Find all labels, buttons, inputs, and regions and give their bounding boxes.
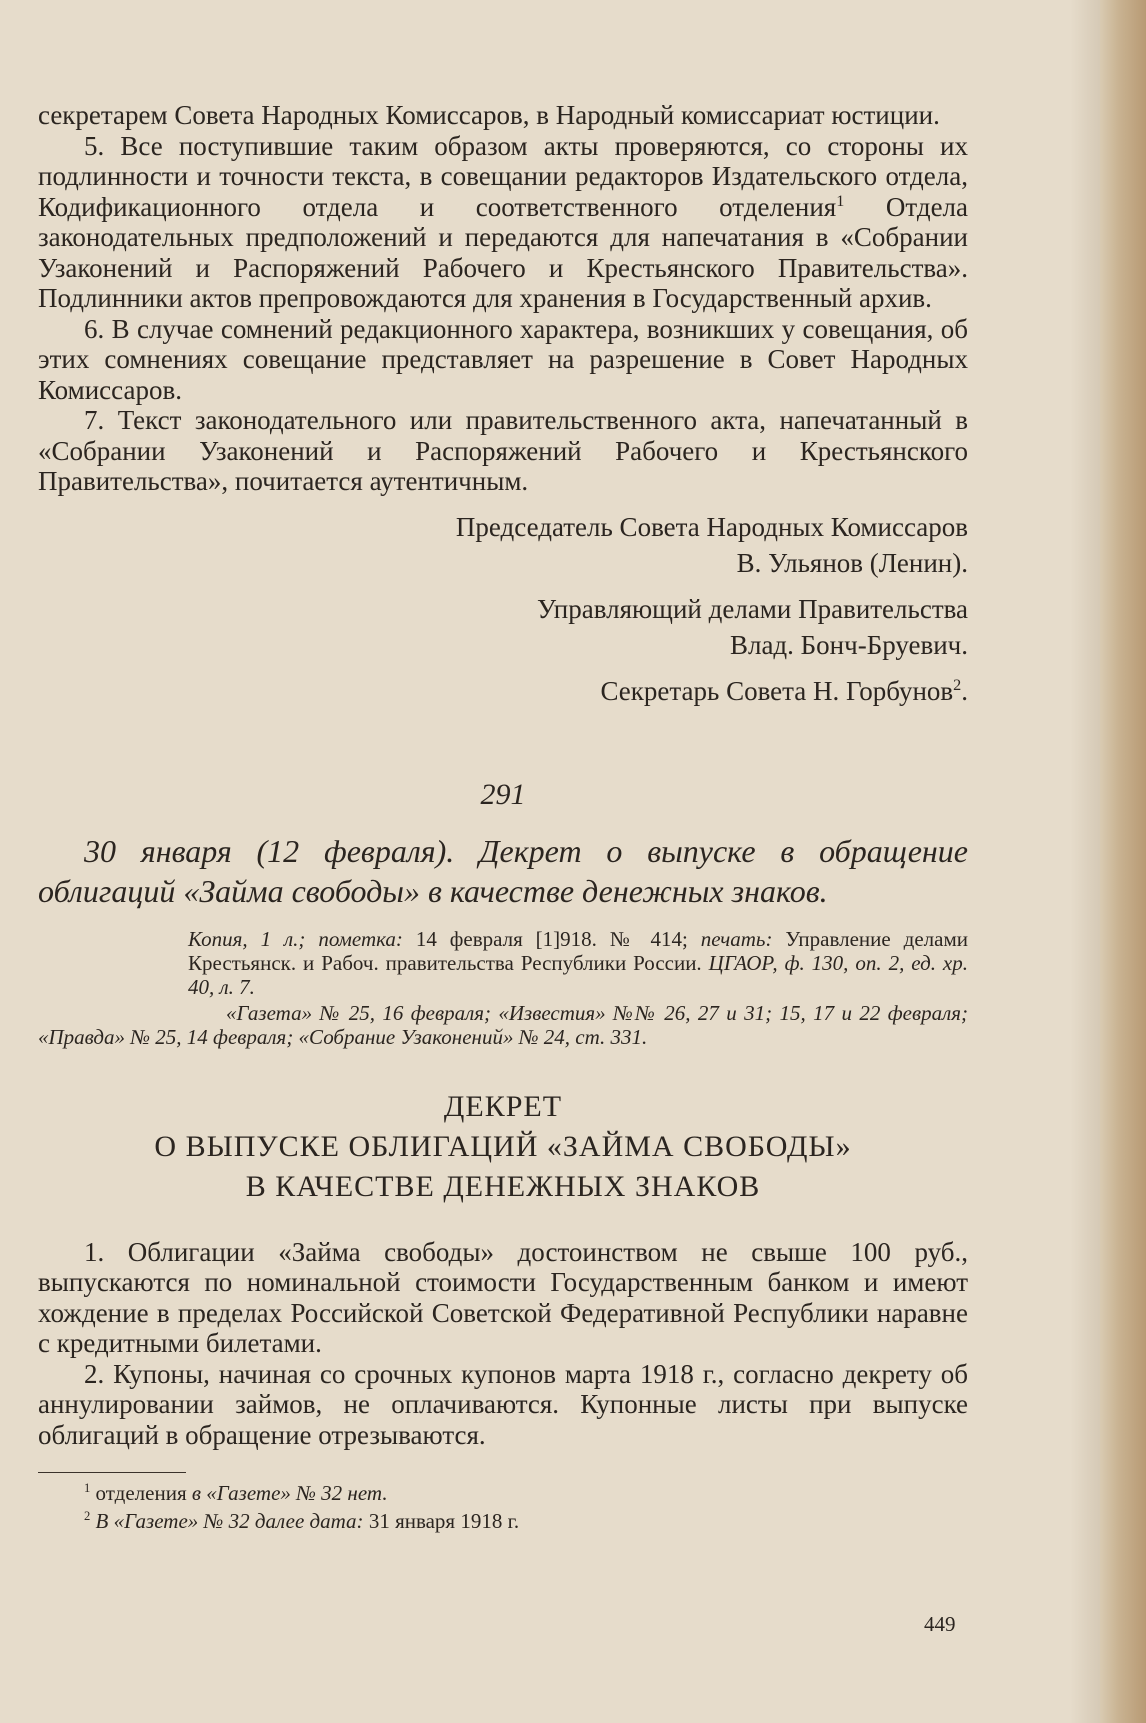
secretary-text: Секретарь Совета Н. Горбунов <box>600 675 954 706</box>
page-edge <box>1100 0 1146 1723</box>
publication-sources: «Газета» № 25, 16 февраля; «Известия» №№ 26, 27 и 31; 15, 17 и 22 февраля; «Правда» № 25, 14 февраля; «Собрание Узаконений» № 24, ст. 331. <box>38 1000 968 1049</box>
chair-title: Председатель Совета Народных Комиссаров <box>455 511 968 542</box>
decree-title-line-2: О ВЫПУСКЕ ОБЛИГАЦИЙ «ЗАЙМА СВОБОДЫ» <box>154 1129 852 1163</box>
footnote-ref-1: 1 <box>836 191 845 210</box>
secretary-end: . <box>961 675 968 706</box>
footnote-divider <box>38 1472 186 1473</box>
paragraph-5-text-b: Отдела законодательных предположений и передаются для напечатания в «Собрании Узаконений и Распоряжений Рабочего и Крестьянского Правительства». Подлинники актов препровождаются для хранения в Государственный архив. <box>38 191 969 313</box>
paragraph-7: 7. Текст законодательного или правительственного акта, напечатанный в «Собрании Узаконений и Распоряжений Рабочего и Крестьянского Правительства», почитается аутентичным. <box>38 405 968 496</box>
footnote-2 <box>38 1507 968 1535</box>
footnote-2-text-b: 31 января 1918 г. <box>363 1509 520 1533</box>
source-archive: ЦГАОР, ф. 130, оп. 2, ед. хр. 40, л. 7. <box>188 950 968 999</box>
page-number: 449 <box>924 1612 956 1636</box>
source-stamp-label: печать: <box>700 926 773 951</box>
secretary-line <box>38 673 968 709</box>
footnote-2-marker: 2 <box>84 1509 91 1523</box>
source-stamp: Управление делами Крестьянск. и Рабоч. правительства Республики России. <box>188 926 968 975</box>
paragraph-6: 6. В случае сомнений редакционного характера, возникших у совещания, об этих сомнениях совещание представляет на разрешение в Совет Народных Комиссаров. <box>38 313 968 405</box>
chair-name: В. Ульянов (Ленин). <box>736 547 968 578</box>
paragraph-continuation: секретарем Совета Народных Комиссаров, в Народный комиссариат юстиции. <box>38 100 940 130</box>
paragraph-5 <box>38 131 968 314</box>
footnote-1 <box>38 1479 968 1507</box>
decree-title <box>38 1087 968 1207</box>
decree-title-line-1: ДЕКРЕТ <box>443 1089 563 1123</box>
source-copy-label: Копия, 1 л.; пометка: <box>188 926 403 951</box>
page-content <box>38 100 968 1535</box>
manager-name: Влад. Бонч-Бруевич. <box>729 629 968 660</box>
decree-body <box>38 1237 968 1451</box>
signature-block <box>38 509 968 709</box>
footnote-2-text-a: В «Газете» № 32 далее дата: <box>90 1509 364 1533</box>
archival-source <box>38 927 968 999</box>
footnote-1-marker: 1 <box>84 1481 91 1495</box>
decree-paragraph-2: 2. Купоны, начиная со срочных купонов марта 1918 г., согласно декрету об аннулировании займов, не оплачиваются. Купонные листы при выпуске облигаций в обращение отрезываются. <box>38 1358 968 1450</box>
footnote-ref-2: 2 <box>953 675 962 694</box>
document-heading: 30 января (12 февраля). Декрет о выпуске в обращение облигаций «Займа свободы» в качестве денежных знаков. <box>38 832 968 909</box>
footnote-1-text-b: в «Газете» № 32 нет. <box>191 1481 388 1505</box>
page-shadow <box>1070 0 1100 1723</box>
decree-paragraph-1: 1. Облигации «Займа свободы» достоинством не свыше 100 руб., выпускаются по номинальной стоимости Государственным банком и имеют хождение в пределах Российской Советской Федеративной Республики наравне с кредитными билетами. <box>38 1236 968 1358</box>
paragraph-5-text-a: 5. Все поступившие таким образом акты проверяются, со стороны их подлинности и точности текста, в совещании редакторов Издательского отдела, Кодификационного отдела и соответственного отделения <box>38 130 968 222</box>
footnote-1-text-a: отделения <box>90 1481 192 1505</box>
decree-title-line-3: В КАЧЕСТВЕ ДЕНЕЖНЫХ ЗНАКОВ <box>245 1169 761 1203</box>
manager-title: Управляющий делами Правительства <box>537 593 968 624</box>
source-mark: 14 февраля [1]918. № 414; <box>402 926 701 951</box>
document-number: 291 <box>480 777 526 811</box>
